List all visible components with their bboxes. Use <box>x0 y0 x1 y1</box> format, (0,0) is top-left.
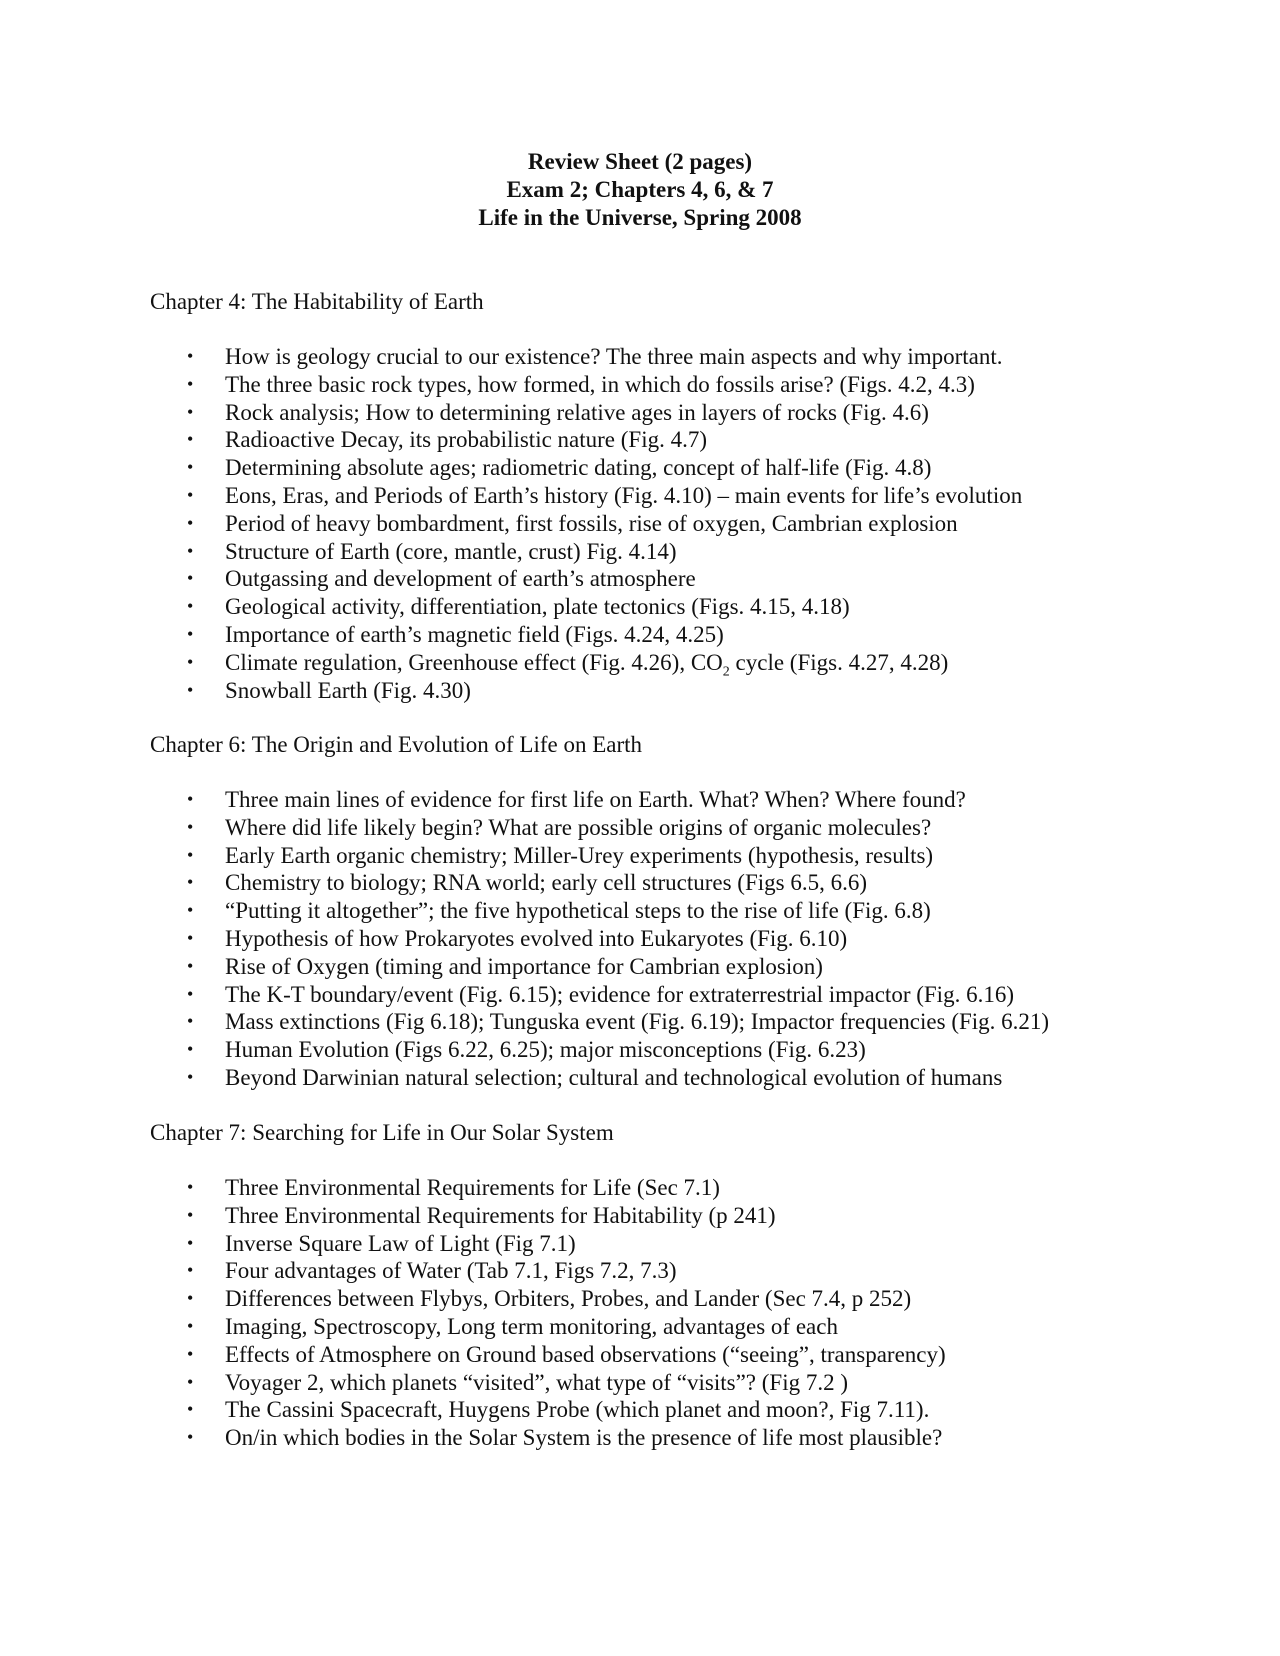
chapter-4-section <box>150 288 1210 704</box>
list-item <box>150 538 1210 566</box>
bullet-icon: • <box>187 512 194 533</box>
list-item-text: Structure of Earth (core, mantle, crust) Fig. 4.14) <box>225 538 677 564</box>
bullet-icon: • <box>187 1288 194 1309</box>
bullet-icon: • <box>187 457 194 478</box>
list-item <box>150 399 1210 427</box>
list-item <box>150 1285 1210 1313</box>
list-item-text: Importance of earth’s magnetic field (Figs. 4.24, 4.25) <box>225 621 724 647</box>
header-exam-line: Exam 2; Chapters 4, 6, & 7 <box>506 177 774 202</box>
co2-subscript: 2 <box>722 664 730 680</box>
chapter-6-heading: Chapter 6: The Origin and Evolution of Life on Earth <box>150 732 643 757</box>
bullet-icon: • <box>187 1177 194 1197</box>
list-item <box>150 510 1210 538</box>
list-item <box>150 454 1210 482</box>
bullet-icon: • <box>187 983 194 1004</box>
list-item <box>150 1257 1210 1285</box>
list-item <box>150 482 1210 510</box>
list-item-text: The three basic rock types, how formed, in which do fossils arise? (Figs. 4.2, 4.3) <box>225 371 975 397</box>
bullet-icon: • <box>187 1011 194 1032</box>
list-item <box>150 869 1210 897</box>
list-item <box>150 1230 1210 1258</box>
bullet-icon: • <box>187 1039 194 1060</box>
bullet-icon: • <box>187 816 194 837</box>
co2-text-before: Climate regulation, Greenhouse effect (Fig. 4.26), CO <box>225 649 723 675</box>
bullet-icon: • <box>187 844 194 865</box>
bullet-icon: • <box>187 1399 194 1420</box>
list-item-text: Three main lines of evidence for first life on Earth. What? When? Where found? <box>225 787 966 812</box>
bullet-icon: • <box>187 596 194 617</box>
bullet-icon: • <box>187 651 194 672</box>
bullet-icon: • <box>187 872 194 893</box>
list-item <box>150 1064 1210 1092</box>
list-item-text: Snowball Earth (Fig. 4.30) <box>225 677 471 703</box>
list-item-text: Determining absolute ages; radiometric dating, concept of half-life (Fig. 4.8) <box>225 455 932 481</box>
bullet-icon: • <box>187 568 194 589</box>
list-item <box>150 343 1210 371</box>
bullet-icon: • <box>187 623 194 644</box>
co2-text-after: cycle (Figs. 4.27, 4.28) <box>729 649 949 675</box>
list-item <box>150 897 1210 925</box>
list-item <box>150 1202 1210 1230</box>
list-item <box>150 842 1210 870</box>
list-item-text: Radioactive Decay, its probabilistic nature (Fig. 4.7) <box>225 427 708 453</box>
list-item-text: Geological activity, differentiation, plate tectonics (Figs. 4.15, 4.18) <box>225 594 850 620</box>
list-item <box>150 1008 1210 1036</box>
list-item-text: Hypothesis of how Prokaryotes evolved into Eukaryotes (Fig. 6.10) <box>225 925 848 951</box>
bullet-icon: • <box>187 927 194 948</box>
list-item <box>150 981 1210 1009</box>
chapter-6-list <box>150 786 1210 1092</box>
list-item-text: Three Environmental Requirements for Life (Sec 7.1) <box>225 1175 720 1200</box>
bullet-icon: • <box>187 1427 194 1448</box>
bullet-icon: • <box>187 1232 194 1253</box>
list-item-text: Imaging, Spectroscopy, Long term monitoring, advantages of each <box>225 1313 838 1339</box>
list-item <box>150 925 1210 953</box>
bullet-icon: • <box>187 373 194 394</box>
document-header <box>0 148 1280 232</box>
bullet-icon: • <box>187 955 194 976</box>
list-item <box>150 814 1210 842</box>
list-item-co2 <box>150 649 1210 680</box>
bullet-icon: • <box>187 346 194 366</box>
list-item <box>150 426 1210 454</box>
list-item-text: Where did life likely begin? What are possible origins of organic molecules? <box>225 814 932 840</box>
chapter-4-heading: Chapter 4: The Habitability of Earth <box>150 289 484 314</box>
bullet-icon: • <box>187 1315 194 1336</box>
bullet-icon: • <box>187 1371 194 1392</box>
list-item-text: How is geology crucial to our existence? The three main aspects and why important. <box>225 344 1003 369</box>
list-item-text: Early Earth organic chemistry; Miller-Urey experiments (hypothesis, results) <box>225 842 934 868</box>
list-item <box>150 1424 1210 1452</box>
bullet-icon: • <box>187 1343 194 1364</box>
list-item <box>150 593 1210 621</box>
bullet-icon: • <box>187 789 194 809</box>
bullet-icon: • <box>187 679 194 700</box>
chapter-7-list <box>150 1174 1210 1452</box>
list-item <box>150 1313 1210 1341</box>
list-item-text: Rise of Oxygen (timing and importance for Cambrian explosion) <box>225 953 823 979</box>
list-item-text: Voyager 2, which planets “visited”, what type of “visits”? (Fig 7.2 ) <box>225 1369 848 1395</box>
list-item-text: Effects of Atmosphere on Ground based observations (“seeing”, transparency) <box>225 1341 946 1367</box>
bullet-icon: • <box>187 1260 194 1281</box>
list-item-text: Human Evolution (Figs 6.22, 6.25); major misconceptions (Fig. 6.23) <box>225 1037 866 1063</box>
list-item <box>150 677 1210 705</box>
list-item-text: The K-T boundary/event (Fig. 6.15); evidence for extraterrestrial impactor (Fig. 6.16) <box>225 981 1014 1007</box>
chapter-6-section <box>150 731 1210 1092</box>
list-item-text: Beyond Darwinian natural selection; cultural and technological evolution of humans <box>225 1064 1003 1090</box>
list-item-text: Inverse Square Law of Light (Fig 7.1) <box>225 1230 576 1256</box>
bullet-icon: • <box>187 1066 194 1087</box>
list-item-text: Three Environmental Requirements for Habitability (p 241) <box>225 1202 776 1228</box>
list-item-text: “Putting it altogether”; the five hypothetical steps to the rise of life (Fig. 6.8) <box>225 898 931 924</box>
list-item <box>150 1369 1210 1397</box>
list-item-text: Chemistry to biology; RNA world; early cell structures (Figs 6.5, 6.6) <box>225 870 868 896</box>
bullet-icon: • <box>187 1204 194 1225</box>
chapter-7-heading: Chapter 7: Searching for Life in Our Solar System <box>150 1120 614 1145</box>
list-item <box>150 1174 1210 1202</box>
list-item-text: Four advantages of Water (Tab 7.1, Figs 7.2, 7.3) <box>225 1258 677 1284</box>
bullet-icon: • <box>187 540 194 561</box>
bullet-icon: • <box>187 900 194 921</box>
list-item <box>150 1341 1210 1369</box>
chapter-4-list <box>150 343 1210 704</box>
list-item-text: Rock analysis; How to determining relative ages in layers of rocks (Fig. 4.6) <box>225 399 929 425</box>
list-item-text: On/in which bodies in the Solar System is the presence of life most plausible? <box>225 1425 943 1451</box>
list-item-text: Mass extinctions (Fig 6.18); Tunguska event (Fig. 6.19); Impactor frequencies (Fig. 6.21) <box>225 1009 1050 1035</box>
list-item <box>150 1036 1210 1064</box>
list-item <box>150 621 1210 649</box>
list-item-text: Period of heavy bombardment, first fossils, rise of oxygen, Cambrian explosion <box>225 510 958 536</box>
list-item <box>150 953 1210 981</box>
bullet-icon: • <box>187 429 194 450</box>
list-item <box>150 565 1210 593</box>
bullet-icon: • <box>187 401 194 422</box>
list-item <box>150 786 1210 814</box>
list-item <box>150 1396 1210 1424</box>
header-course-line: Life in the Universe, Spring 2008 <box>478 205 802 230</box>
list-item <box>150 371 1210 399</box>
list-item-text: Differences between Flybys, Orbiters, Probes, and Lander (Sec 7.4, p 252) <box>225 1286 912 1312</box>
bullet-icon: • <box>187 484 194 505</box>
chapter-7-section <box>150 1119 1210 1452</box>
list-item-text: The Cassini Spacecraft, Huygens Probe (which planet and moon?, Fig 7.11). <box>225 1397 930 1423</box>
header-title: Review Sheet (2 pages) <box>527 149 753 174</box>
list-item-text: Outgassing and development of earth’s atmosphere <box>225 566 696 592</box>
list-item-text: Eons, Eras, and Periods of Earth’s history (Fig. 4.10) – main events for life’s evolution <box>225 482 1023 508</box>
